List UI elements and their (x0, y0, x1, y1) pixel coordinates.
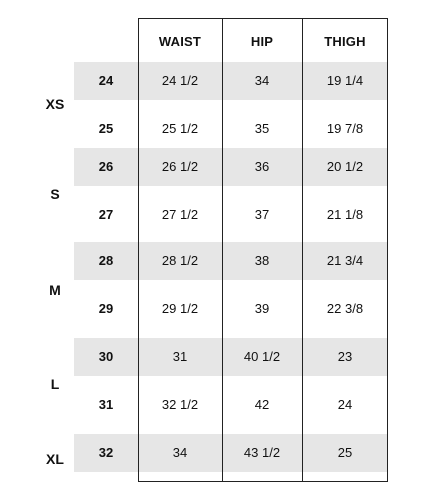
cell-size: 28 (98, 253, 114, 268)
size-group-s: S (50, 186, 60, 202)
cell-hip: 34 (254, 73, 270, 88)
cell-waist: 25 1/2 (161, 121, 199, 136)
header-thigh: THIGH (324, 34, 366, 49)
cell-waist: 32 1/2 (161, 397, 199, 412)
cell-hip: 38 (254, 253, 270, 268)
size-group-m: M (49, 282, 61, 298)
cell-waist: 26 1/2 (161, 159, 199, 174)
cell-size: 31 (98, 397, 114, 412)
grid-line-top (138, 18, 388, 19)
cell-thigh: 23 (337, 349, 353, 364)
cell-hip: 42 (254, 397, 270, 412)
cell-size: 32 (98, 445, 114, 460)
cell-thigh: 20 1/2 (326, 159, 364, 174)
cell-thigh: 19 7/8 (326, 121, 364, 136)
cell-size: 25 (98, 121, 114, 136)
cell-thigh: 21 3/4 (326, 253, 364, 268)
cell-hip: 36 (254, 159, 270, 174)
cell-hip: 43 1/2 (243, 445, 281, 460)
cell-thigh: 25 (337, 445, 353, 460)
grid-line-bottom (138, 481, 388, 482)
cell-waist: 24 1/2 (161, 73, 199, 88)
cell-hip: 35 (254, 121, 270, 136)
cell-thigh: 19 1/4 (326, 73, 364, 88)
size-group-l: L (50, 376, 60, 392)
cell-size: 30 (98, 349, 114, 364)
cell-waist: 27 1/2 (161, 207, 199, 222)
cell-thigh: 24 (337, 397, 353, 412)
cell-hip: 39 (254, 301, 270, 316)
cell-waist: 29 1/2 (161, 301, 199, 316)
cell-waist: 34 (172, 445, 188, 460)
grid-line-vertical-2 (222, 18, 223, 482)
header-waist: WAIST (158, 34, 202, 49)
cell-hip: 37 (254, 207, 270, 222)
size-group-xl: XL (46, 451, 64, 467)
cell-hip: 40 1/2 (243, 349, 281, 364)
cell-size: 29 (98, 301, 114, 316)
grid-line-vertical-3 (302, 18, 303, 482)
cell-thigh: 22 3/8 (326, 301, 364, 316)
cell-size: 27 (98, 207, 114, 222)
header-hip: HIP (250, 34, 274, 49)
cell-size: 24 (98, 73, 114, 88)
size-group-xs: XS (45, 96, 65, 112)
cell-waist: 31 (172, 349, 188, 364)
cell-size: 26 (98, 159, 114, 174)
grid-line-vertical-4 (387, 18, 388, 482)
cell-waist: 28 1/2 (161, 253, 199, 268)
cell-thigh: 21 1/8 (326, 207, 364, 222)
grid-line-vertical-1 (138, 18, 139, 482)
